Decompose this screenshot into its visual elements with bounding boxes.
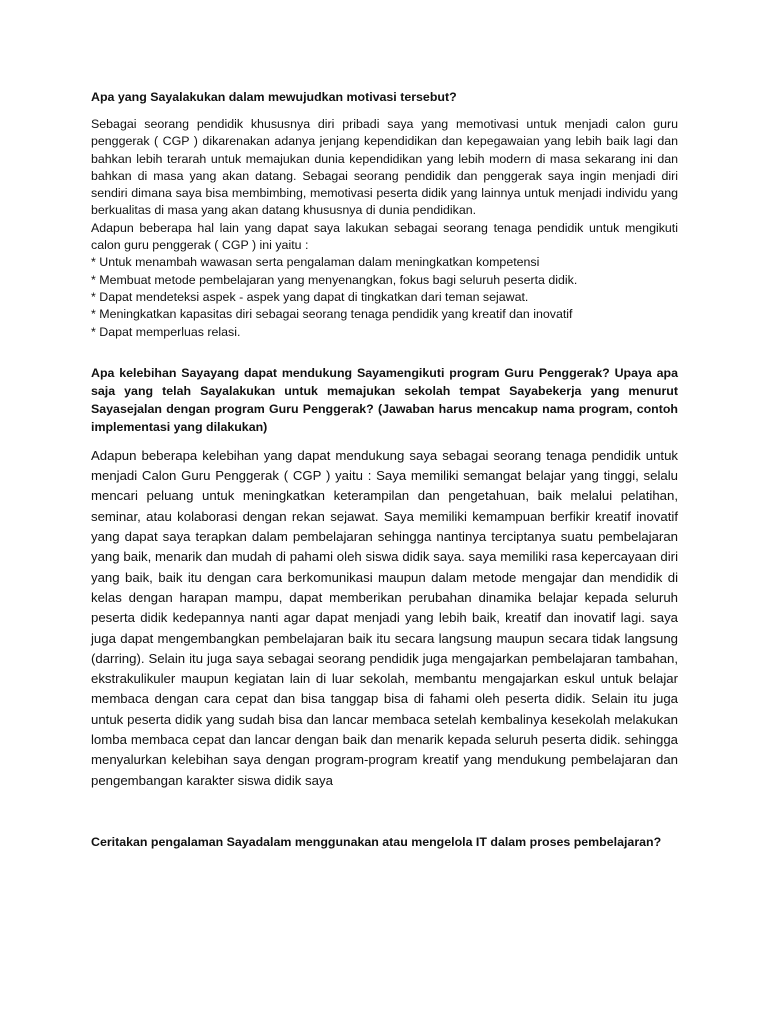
answer-motivation-intro: Adapun beberapa hal lain yang dapat saya lakukan sebagai seorang tenaga pendidik untuk mengikuti calon guru penggerak ( CGP ) ini yaitu :: [91, 220, 678, 253]
answer-motivation-paragraph: Sebagai seorang pendidik khususnya diri pribadi saya yang memotivasi untuk menjadi calon guru penggerak ( CGP ) dikarenakan adanya jenjang kependidikan dan kepegawaian yang lebih baik lagi dan bahkan lebih terarah untuk memajukan dunia kependidikan yang lebih modern di masa sekarang ini dan bahkan di masa yang akan datang. Sebagai seorang pendidik dan penggerak saya ingin menjadi diri sendiri dimana saya bisa membimbing, memotivasi peserta didik yang lainnya untuk menjadi individu yang berkualitas di masa yang akan datang khususnya di dunia pendidikan.: [91, 117, 678, 218]
question-motivation: Apa yang Sayalakukan dalam mewujudkan motivasi tersebut?: [91, 90, 457, 104]
list-item: * Membuat metode pembelajaran yang menyenangkan, fokus bagi seluruh peserta didik.: [91, 272, 578, 287]
question-strengths: Apa kelebihan Sayayang dapat mendukung Sayamengikuti program Guru Penggerak? Upaya apa saja yang telah Sayalakukan untuk memajukan sekolah tempat Sayabekerja yang menurut Sayasejalan dengan program Guru Penggerak? (Jawaban harus mencakup nama program, contoh implementasi yang dilakukan): [91, 365, 678, 434]
list-item: * Dapat memperluas relasi.: [91, 324, 241, 339]
question-it-experience: Ceritakan pengalaman Sayadalam menggunakan atau mengelola IT dalam proses pembelajaran?: [91, 834, 662, 849]
list-item: * Dapat mendeteksi aspek - aspek yang dapat di tingkatkan dari teman sejawat.: [91, 289, 529, 304]
document-page: [91, 88, 678, 851]
answer-strengths-paragraph: Adapun beberapa kelebihan yang dapat mendukung saya sebagai seorang tenaga pendidik untuk menjadi Calon Guru Penggerak ( CGP ) yaitu : Saya memiliki semangat belajar yang tinggi, selalu mencari peluang untuk meningkatkan keterampilan dan pengetahuan, baik melalui pelatihan, seminar, atau kolaborasi dengan rekan sejawat. Saya memiliki kemampuan berfikir kreatif inovatif yang dapat saya terapkan dalam pembelajaran sehingga nantinya terciptanya suatu pembelajaran yang baik, menarik dan mudah di pahami oleh siswa didik saya. saya memiliki rasa kepercayaan diri yang baik, baik itu dengan cara berkomunikasi maupun dalam metode mengajar dan mendidik di kelas dengan harapan mampu, dapat memberikan perubahan dinamika belajar kepada seluruh peserta didik kedepannya nanti agar dapat menjadi yang lebih baik, kreatif dan inovatif lagi. saya juga dapat mengembangkan pembelajaran baik itu secara langsung maupun secara tidak langsung (darring). Selain itu juga saya sebagai seorang pendidik juga mengajarkan pembelajaran tambahan, ekstrakulikuler maupun kegiatan lain di luar sekolah, membantu mengajarkan eskul untuk belajar membaca dengan cara cepat dan bisa tanggap bisa di fahami oleh peserta didik. Selain itu juga untuk peserta didik yang sudah bisa dan lancar membaca setelah kembalinya kesekolah melakukan lomba membaca cepat dan lancar dengan baik dan menarik kepada seluruh peserta didik. sehingga menyalurkan kelebihan saya dengan program-program kreatif yang mendukung pembelajaran dan pengembangan karakter siswa didik saya: [91, 447, 678, 788]
list-item: * Untuk menambah wawasan serta pengalaman dalam meningkatkan kompetensi: [91, 255, 540, 270]
list-item: * Meningkatkan kapasitas diri sebagai seorang tenaga pendidik yang kreatif dan inovatif: [91, 307, 573, 322]
motivation-bullet-list: [91, 254, 678, 340]
